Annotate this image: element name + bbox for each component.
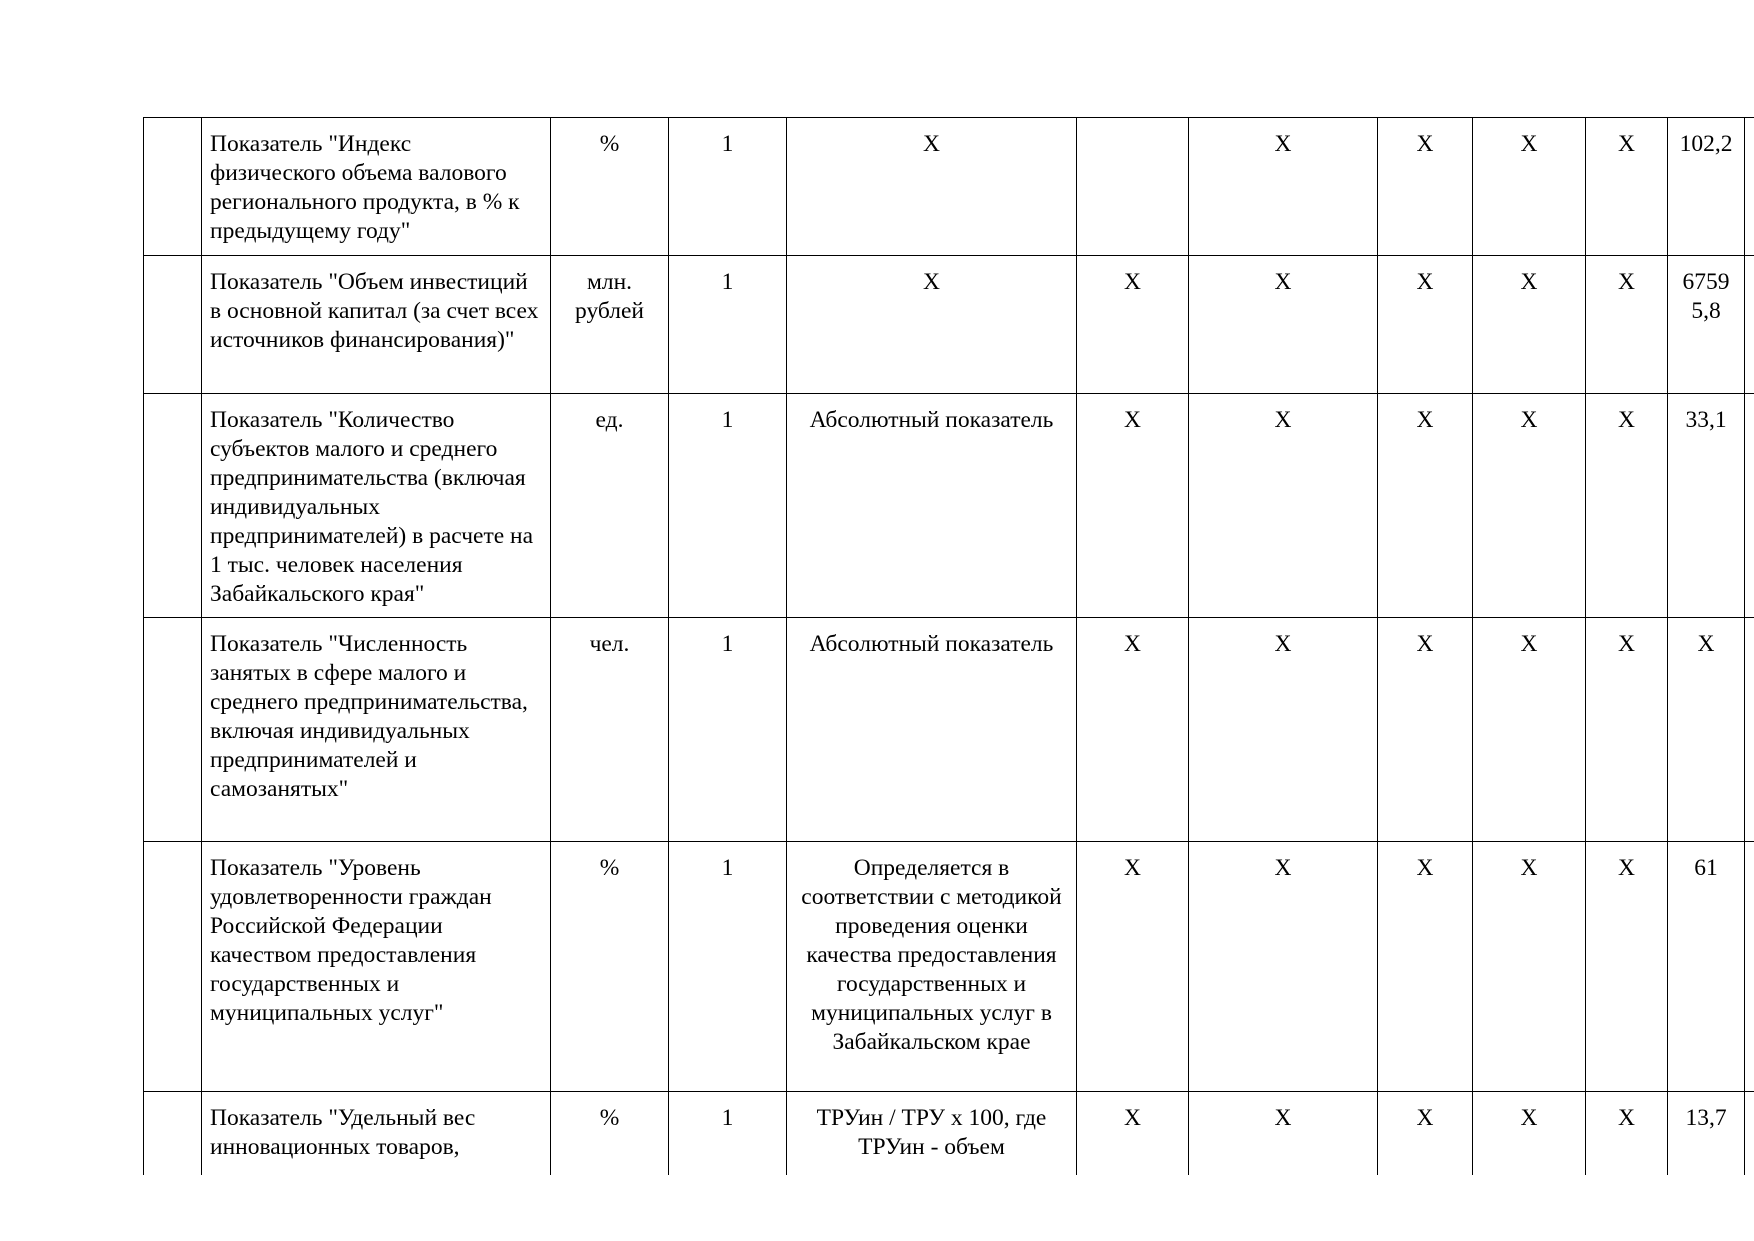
value-cell: Х (1586, 256, 1668, 394)
method-cell: Абсолютный показатель (787, 618, 1077, 842)
row-number-cell (144, 118, 202, 256)
weight-cell: 1 (669, 118, 787, 256)
value-cell: Х (1189, 1092, 1378, 1176)
value-cell: Х (1586, 118, 1668, 256)
method-cell: Определяется в соответствии с методикой проведения оценки качества предоставления государственных и муниципальных услуг в Забайкальском крае (787, 842, 1077, 1092)
value-cell: 13,7 (1668, 1092, 1745, 1176)
value-cell: Х (1189, 842, 1378, 1092)
value-cell (1745, 256, 1754, 394)
value-cell: Х (1077, 1092, 1189, 1176)
value-cell: Х (1586, 1092, 1668, 1176)
method-cell: Абсолютный показатель (787, 394, 1077, 618)
table-row (144, 256, 1754, 394)
indicator-name-cell: Показатель "Объем инвестиций в основной капитал (за счет всех источников финансирования)" (202, 256, 551, 394)
table-row (144, 118, 1754, 256)
unit-cell: млн. рублей (551, 256, 669, 394)
value-cell (1745, 394, 1754, 618)
row-number-cell (144, 256, 202, 394)
weight-cell: 1 (669, 256, 787, 394)
value-cell: Х (1189, 394, 1378, 618)
indicator-name-cell: Показатель "Уровень удовлетворенности граждан Российской Федерации качеством предоставления государственных и муниципальных услуг" (202, 842, 551, 1092)
unit-cell: % (551, 842, 669, 1092)
value-cell: Х (1189, 618, 1378, 842)
method-cell: Х (787, 256, 1077, 394)
table-row (144, 618, 1754, 842)
indicator-table-wrapper (143, 117, 1754, 1175)
value-cell: Х (1473, 1092, 1586, 1176)
value-cell: Х (1077, 394, 1189, 618)
value-cell: Х (1077, 618, 1189, 842)
table-row (144, 842, 1754, 1092)
value-cell: Х (1586, 394, 1668, 618)
method-cell: ТРУин / ТРУ х 100, где ТРУин - объем (787, 1092, 1077, 1176)
value-cell: Х (1378, 394, 1473, 618)
value-cell: Х (1189, 256, 1378, 394)
indicator-name-cell: Показатель "Индекс физического объема валового регионального продукта, в % к предыдущему году" (202, 118, 551, 256)
value-cell: 67595,8 (1668, 256, 1745, 394)
row-number-cell (144, 618, 202, 842)
value-cell: Х (1473, 842, 1586, 1092)
value-cell: Х (1473, 256, 1586, 394)
value-cell: 102,2 (1668, 118, 1745, 256)
weight-cell: 1 (669, 1092, 787, 1176)
value-cell: Х (1586, 618, 1668, 842)
indicator-table (143, 117, 1754, 1175)
value-cell: 33,1 (1668, 394, 1745, 618)
value-cell (1745, 118, 1754, 256)
indicator-name-cell: Показатель "Количество субъектов малого и среднего предпринимательства (включая индивидуальных предпринимателей) в расчете на 1 тыс. человек населения Забайкальского края" (202, 394, 551, 618)
value-cell (1745, 1092, 1754, 1176)
value-cell (1745, 618, 1754, 842)
table-row (144, 394, 1754, 618)
weight-cell: 1 (669, 618, 787, 842)
value-cell: Х (1378, 618, 1473, 842)
value-cell: Х (1586, 842, 1668, 1092)
value-cell: Х (1473, 394, 1586, 618)
value-cell: 61 (1668, 842, 1745, 1092)
table-row (144, 1092, 1754, 1176)
unit-cell: % (551, 118, 669, 256)
unit-cell: ед. (551, 394, 669, 618)
value-cell: Х (1473, 118, 1586, 256)
row-number-cell (144, 1092, 202, 1176)
unit-cell: чел. (551, 618, 669, 842)
value-cell (1745, 842, 1754, 1092)
value-cell: Х (1473, 618, 1586, 842)
row-number-cell (144, 394, 202, 618)
weight-cell: 1 (669, 842, 787, 1092)
value-cell: Х (1378, 1092, 1473, 1176)
row-number-cell (144, 842, 202, 1092)
value-cell: Х (1077, 256, 1189, 394)
weight-cell: 1 (669, 394, 787, 618)
method-cell: Х (787, 118, 1077, 256)
value-cell: Х (1189, 118, 1378, 256)
indicator-name-cell: Показатель "Численность занятых в сфере малого и среднего предпринимательства, включая индивидуальных предпринимателей и самозанятых" (202, 618, 551, 842)
value-cell: Х (1378, 118, 1473, 256)
value-cell: Х (1378, 842, 1473, 1092)
indicator-name-cell: Показатель "Удельный вес инновационных товаров, (202, 1092, 551, 1176)
value-cell (1077, 118, 1189, 256)
value-cell: Х (1378, 256, 1473, 394)
value-cell: Х (1668, 618, 1745, 842)
unit-cell: % (551, 1092, 669, 1176)
value-cell: Х (1077, 842, 1189, 1092)
